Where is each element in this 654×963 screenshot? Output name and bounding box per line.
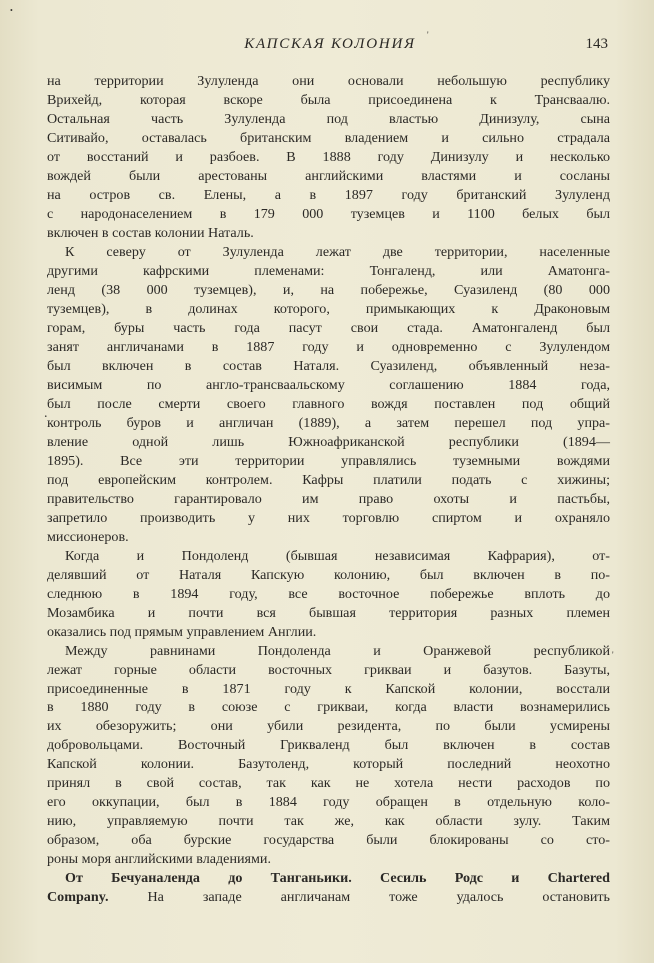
text-line: Капской колонии. Базутоленд, который последний неохотно: [47, 756, 610, 773]
text-line: с народонаселением в 179 000 туземцев и 1100 белых был: [47, 205, 610, 222]
section-heading-continued: Company.: [47, 889, 109, 906]
scan-mark: •: [10, 6, 13, 15]
text-line: был включен в состав Наталя. Суазиленд, объявленный неза-: [47, 357, 610, 374]
text-line: Когда и Пондоленд (бывшая независимая Кафрария), от-: [65, 547, 610, 564]
text-line: миссионеров.: [47, 528, 129, 545]
text-line: от восстаний и разбоев. В 1888 году Динизулу и несколько: [47, 148, 610, 165]
text-line: в 1880 году в союзе с грикваи, когда власти вознамерились: [47, 699, 610, 716]
body-text: [47, 72, 610, 907]
text-line: роны моря английскими владениями.: [47, 851, 271, 868]
page-number: 143: [585, 36, 608, 52]
text-line: Мозамбика и почти вся бывшая территория разных племен: [47, 604, 610, 621]
text-line: 1895). Все эти территории управлялись туземными вождями: [47, 452, 610, 469]
text-line: нию, управляемую почти так же, как области зулу. Таким: [47, 813, 610, 830]
text-line: горам, буры часть года пасут свои стада. Аматонгаленд был: [47, 319, 610, 336]
text-line: занят англичанами в 1887 году и одновременно с Зулулендом: [47, 338, 610, 355]
paragraph-2: [47, 243, 610, 547]
text-line: оказались под прямым управлением Англии.: [47, 623, 317, 640]
text-line: образом, оба бурские государства были блокированы со сто-: [47, 832, 610, 849]
text-line: на территории Зулуленда они основали небольшую республику: [47, 73, 610, 89]
text-line: добровольцами. Восточный Грикваленд был включен в состав: [47, 737, 610, 754]
text-line: лежат горные области восточных грикваи и базутов. Базуты,: [47, 661, 610, 678]
text-line: Ситивайо, оставалась британским владением и сильно страдала: [47, 129, 610, 146]
text-line: под европейским контролем. Кафры платили подать с хижины;: [47, 471, 610, 488]
text-line: следнюю в 1894 году, все восточное побережье вплоть до: [47, 585, 610, 602]
paragraph-3: [47, 547, 610, 642]
margin-dot: .: [44, 406, 48, 421]
running-head: КАПСКАЯ КОЛОНИЯ: [244, 36, 416, 52]
text-line: [47, 888, 610, 907]
text-line: делявший от Наталя Капскую колонию, был включен в по-: [47, 566, 610, 583]
text-line: контроль буров и англичан (1889), а затем перешел под упра-: [47, 414, 610, 431]
text-line: вление одной лишь Южноафриканской республики (1894—: [47, 433, 610, 450]
text-line: включен в состав колонии Наталь.: [47, 224, 254, 241]
scan-speck: ': [612, 650, 614, 660]
text-line: присоединенные в 1871 году к Капской колонии, восстали: [47, 680, 610, 697]
paragraph-5: [47, 869, 610, 907]
text-line: туземцев), в долинах которого, примыкающих к Драконовым: [47, 300, 610, 317]
text-line: вождей были арестованы английскими властями и сосланы: [47, 167, 610, 184]
paragraph-1: [47, 72, 610, 243]
text-line: К северу от Зулуленда лежат две территории, населенные: [65, 243, 610, 260]
page-header: [52, 36, 608, 60]
text-line: принял в свой состав, так как не хотела нести расходов по: [47, 775, 610, 792]
scan-speck: ': [427, 30, 429, 40]
section-heading: От Бечуаналенда до Танганьики. Сесиль Родс и Chartered: [65, 870, 610, 887]
paragraph-4: [47, 642, 610, 870]
text-line: ленд (38 000 туземцев), и, на побережье, Суазиленд (80 000: [47, 281, 610, 298]
text-line: правительство гарантировало им право охоты и пастьбы,: [47, 490, 610, 507]
text-line: его оккупации, был в 1884 году обращен в отдельную коло-: [47, 794, 610, 811]
text-line: другими кафрскими племенами: Тонгаленд, или Аматонга-: [47, 262, 610, 279]
text-line: запретило производить у них торговлю спиртом и охраняло: [47, 509, 610, 526]
text-line-content: На западе англичанам тоже удалось остановить: [147, 889, 610, 906]
text-line: Остальная часть Зулуленда под властью Динизулу, сына: [47, 110, 610, 127]
text-line: Между равнинами Пондоленда и Оранжевой республикой: [65, 642, 610, 659]
text-line: на остров св. Елены, а в 1897 году британский Зулуленд: [47, 186, 610, 203]
text-line: Врихейд, которая вскоре была присоединена к Трансваалю.: [47, 91, 610, 108]
text-line: был после смерти своего главного вождя поставлен под общий: [47, 395, 610, 412]
text-line: их обезоружить; они убили резидента, по были усмирены: [47, 718, 610, 735]
text-line: висимым по англо-трансваальскому соглашению 1884 года,: [47, 376, 610, 393]
